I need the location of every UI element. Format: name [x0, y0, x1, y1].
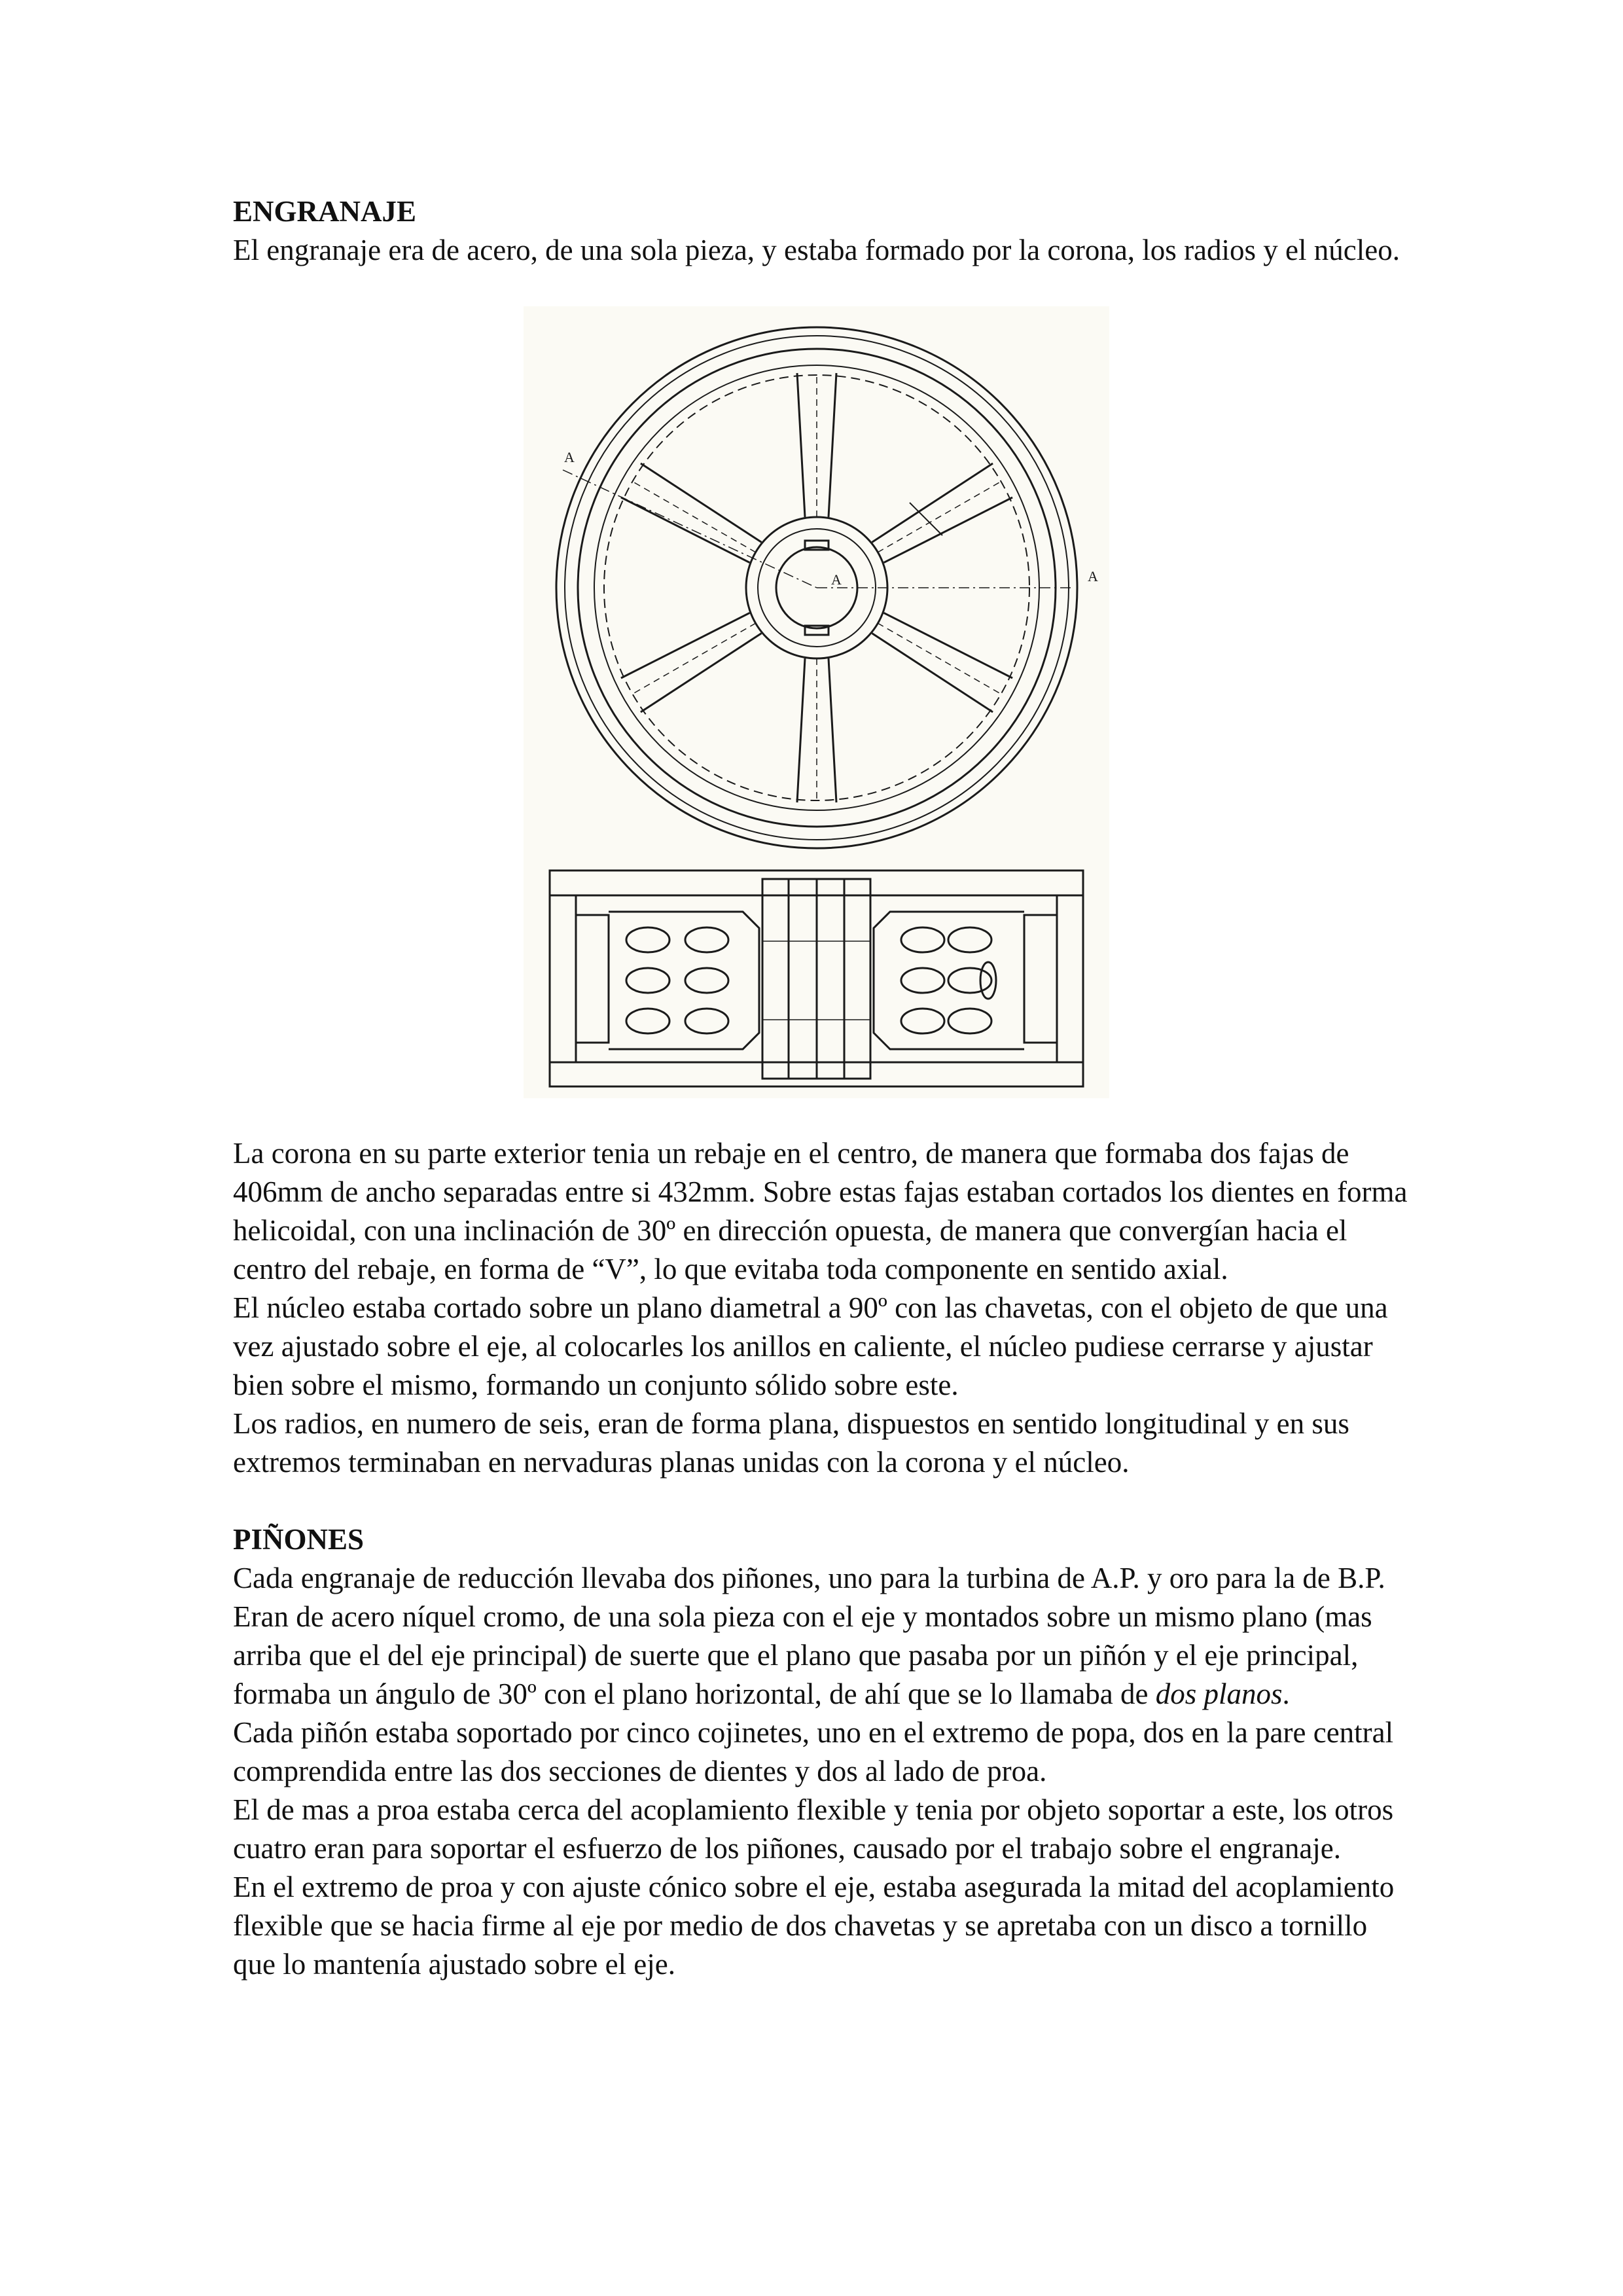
paragraph-corona: La corona en su parte exterior tenia un rebaje en el centro, de manera que formaba dos fajas de 406mm de ancho separadas entre si 432mm. Sobre estas fajas estaban cortados los dientes en forma helicoidal, con una inclinación de 30º en dirección opuesta, de manera que convergían hacia el centro del rebaje, en forma de “V”, lo que evitaba toda componente en sentido axial.: [233, 1137, 1408, 1285]
spacer: [233, 1482, 1411, 1520]
pinones-text-b: .: [1282, 1677, 1290, 1710]
paragraph-nucleo: El núcleo estaba cortado sobre un plano diametral a 90º con las chavetas, con el objeto de que una vez ajustado sobre el eje, al colocarles los anillos en caliente, el núcleo pudiese cerrarse y ajustar bien sobre el mismo, formando un conjunto sólido sobre este.: [233, 1291, 1388, 1401]
section-engranaje: [233, 192, 1411, 270]
intro-paragraph: El engranaje era de acero, de una sola pieza, y estaba formado por la corona, los radios y el núcleo.: [233, 234, 1400, 266]
paragraph-radios: Los radios, en numero de seis, eran de forma plana, dispuestos en sentido longitudinal y en sus extremos terminaban en nervaduras planas unidas con la corona y el núcleo.: [233, 1407, 1349, 1479]
label-a-hub: A: [831, 571, 842, 588]
heading-engranaje: ENGRANAJE: [233, 195, 417, 228]
label-a-right: A: [1088, 568, 1098, 584]
gear-drawing: [524, 306, 1109, 1098]
pinones-text-a: Cada engranaje de reducción llevaba dos piñones, uno para la turbina de A.P. y oro para la de B.P. Eran de acero níquel cromo, de una sola pieza con el eje y montados sobre un mismo plano (mas arriba que el del eje principal) de suerte que el plano que pasaba por un piñón y el eje principal, formaba un ángulo de 30º con el plano horizontal, de ahí que se lo llamaba de: [233, 1562, 1385, 1710]
paragraph-proa: El de mas a proa estaba cerca del acoplamiento flexible y tenia por objeto soportar a este, los otros cuatro eran para soportar el esfuerzo de los piñones, causado por el trabajo sobre el engranaje.: [233, 1793, 1394, 1865]
pinones-italic: dos planos: [1155, 1677, 1283, 1710]
lightening-holes: [626, 927, 991, 1033]
paragraph-acoplamiento: En el extremo de proa y con ajuste cónico sobre el eje, estaba asegurada la mitad del acoplamiento flexible que se hacia firme al eje por medio de dos chavetas y se apretaba con un disco a tornillo que lo mantenía ajustado sobre el eje.: [233, 1871, 1395, 1981]
paragraph-pinones-1: [233, 1559, 1411, 1713]
gear-drawing-figure: [524, 306, 1109, 1098]
heading-pinones: PIÑONES: [233, 1523, 365, 1556]
gear-cross-section: [550, 870, 1083, 1086]
label-a-top: A: [564, 449, 575, 465]
section-engranaje-details: [233, 1134, 1411, 1984]
paragraph-cojinetes: Cada piñón estaba soportado por cinco cojinetes, uno en el extremo de popa, dos en la pare central comprendida entre las dos secciones de dientes y dos al lado de proa.: [233, 1716, 1394, 1787]
